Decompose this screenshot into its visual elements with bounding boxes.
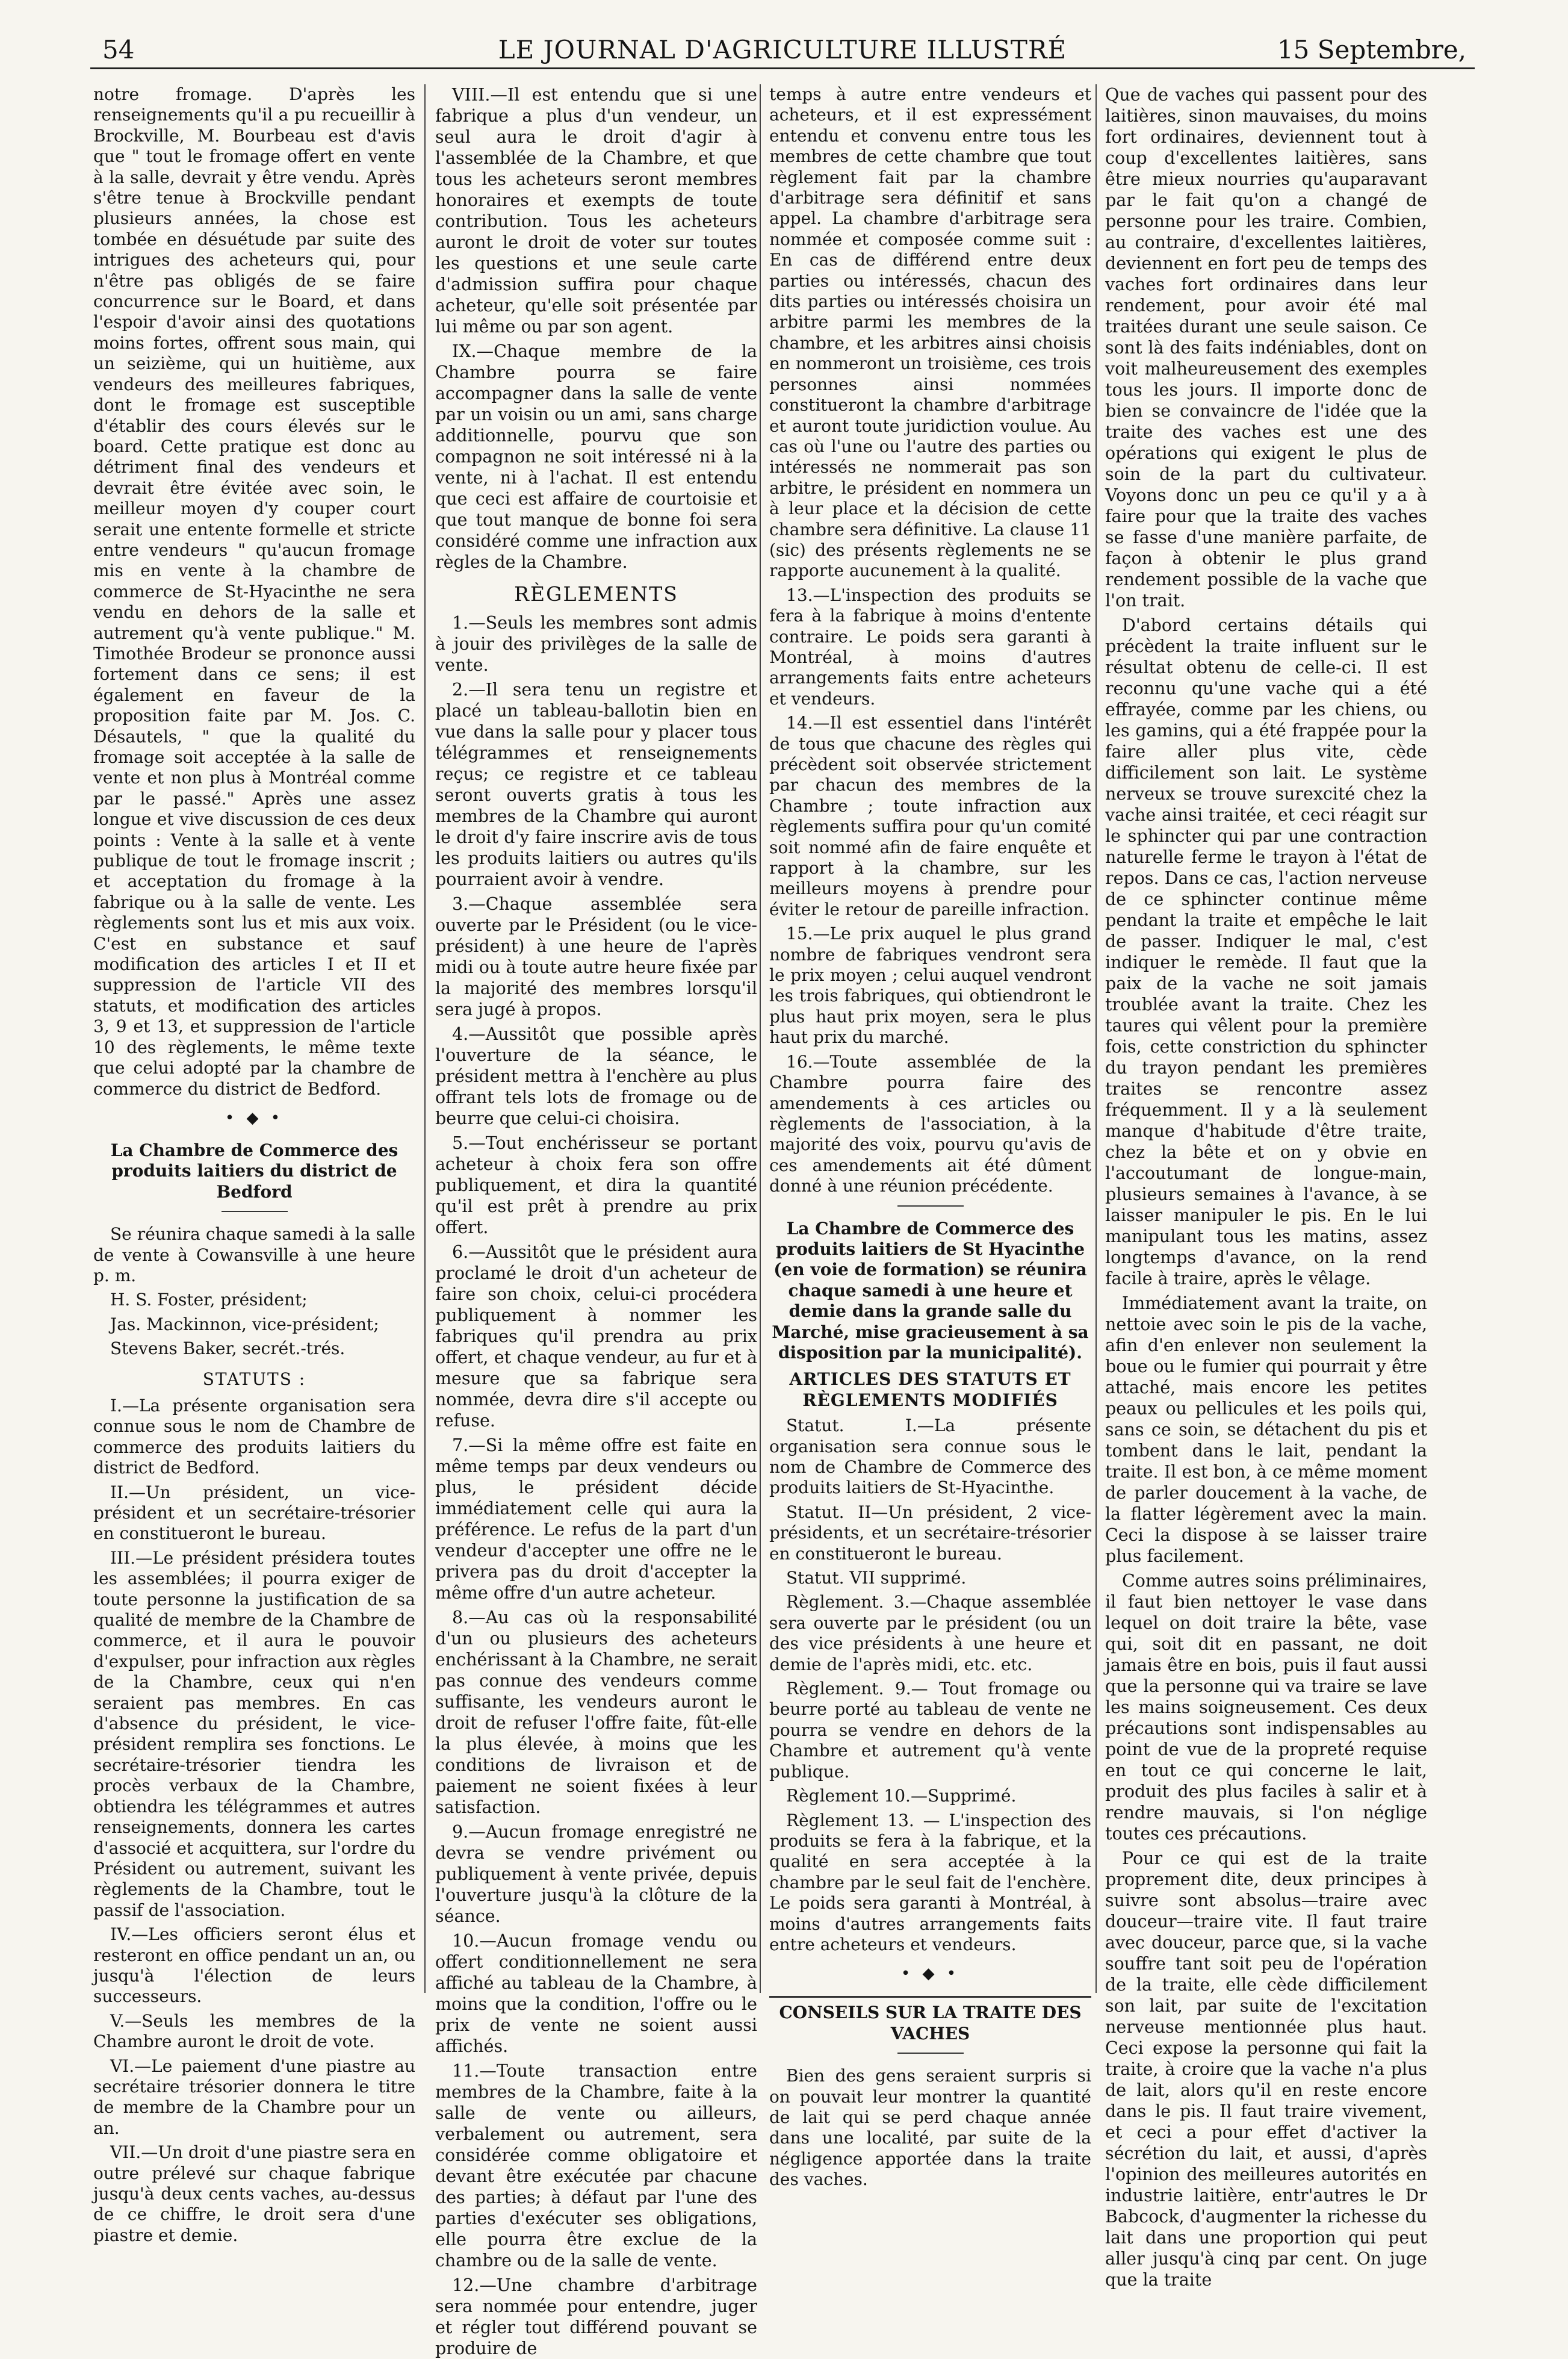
rule-item: 8.—Au cas où la responsabilité d'un ou plusieurs des acheteurs enchérissant à la Chambre, ne serait pas connue des vendeurs comme suffisante, les vendeurs auront le droit de refuser l'offre faite, fût-elle la plus élevée, à moins que les conditions de livraison et de paiement ne soient fixées à leur satisfaction. bbox=[435, 1608, 757, 1817]
rule-item: 14.—Il est essentiel dans l'intérêt de tous que chacune des règles qui précèdent soit observée strictement par chacun des membres de la Chambre ; toute infraction aux règlements suffira pour qu'un comité soit nommé afin de faire enquête et rapport à la chambre, sur les meilleurs moyens à prendre pour éviter le retour de pareille infraction. bbox=[769, 713, 1091, 919]
column-rule bbox=[760, 84, 761, 1993]
ornament-divider: • ◆ • bbox=[900, 1965, 960, 1983]
statute-item: VII.—Un droit d'une piastre sera en outre prélevé sur chaque fabrique jusqu'à deux cents vaches, au-dessus de ce chiffre, le droit sera d'une piastre et demie. bbox=[93, 2142, 415, 2245]
rule-item: 16.—Toute assemblée de la Chambre pourra faire des amendements à ces articles ou règlements de l'association, à la majorité des voix, pourvu qu'avis de ces amendements ait été dûment donné à une réunion précédente. bbox=[769, 1051, 1091, 1196]
statuts-heading: STATUTS : bbox=[202, 1369, 306, 1389]
article-paragraph: notre fromage. D'après les renseignements qu'il a pu recueillir à Brockville, M. Bourbeau est d'avis que " tout le fromage offert en vente à la salle, devrait y être vendu. Après s'être tenue à Brockville pendant plusieurs années, la chose est tombée en désuétude par suite des intrigues des acheteurs qui, pour n'être pas obligés de se faire concurrence sur le Board, et dans l'espoir d'avoir ainsi des quotations moins fortes, offrent sous main, qui un seizième, qui un huitième, aux vendeurs des meilleures fabriques, dont le fromage est susceptible d'établir des cours élevés sur le board. Cette pratique est donc au détriment final des vendeurs et devrait être évitée avec soin, le meilleur moyen d'y couper court serait une entente formelle et stricte entre vendeurs " qu'aucun fromage mis en vente à la chambre de commerce de St-Hyacinthe ne sera vendu en dehors de la salle et autrement qu'à vente publique." M. Timothée Brodeur se prononce aussi fortement dans ce sens; il est également en faveur de la proposition faite par M. Jos. C. Désautels, " que la qualité du fromage soit acceptée à la salle de vente et non plus à Montréal comme par le passé." Après une assez longue et vive discussion de ces deux points : Vente à la salle et à vente publique de tout le fromage inscrit ; et acceptation du fromage à la fabrique ou à la salle de vente. Les règlements sont lus et mis aux voix. C'est en substance et sauf modification des articles I et II et suppression de l'article VII des statuts, et modification des articles 3, 9 et 13, et suppression de l'article 10 des règlements, le même texte que celui adopté par la chambre de commerce du district de Bedford. bbox=[93, 84, 415, 1099]
rule-item: 5.—Tout enchérisseur se portant acheteur à choix fera son offre publiquement, et dira la quantité qu'il est prêt à prendre au prix offert. bbox=[435, 1133, 757, 1237]
column-2 bbox=[435, 84, 757, 2358]
rule-item: 15.—Le prix auquel le plus grand nombre de fabriques vendront sera le prix moyen ; celui auquel vendront les trois fabriques, qui obtiendront le plus haut prix moyen, sera le plus haut prix du marché. bbox=[769, 924, 1091, 1048]
column-4 bbox=[1105, 84, 1427, 2290]
rule-item: 13.—L'inspection des produits se fera à la fabrique à moins d'entente contraire. Le poids sera garanti à Montréal, à moins d'autres arrangements faits entre acheteurs et vendeurs. bbox=[769, 585, 1091, 709]
statute-item: II.—Un président, un vice-président et un secrétaire-trésorier en constitueront le bureau. bbox=[93, 1482, 415, 1544]
rule-item: 4.—Aussitôt que possible après l'ouverture de la séance, le président mettra à l'enchère au plus offrant tels lots de fromage ou de beurre que celui-ci choisira. bbox=[435, 1024, 757, 1128]
article-paragraph: D'abord certains détails qui précèdent la traite influent sur le résultat obtenu de celle-ci. Il est reconnu qu'une vache qui a été effrayée, comme par les chiens, ou les gamins, qui a été frappée pour la faire aller plus vite, cède difficilement son lait. Le système nerveux se trouve surexcité chez la vache ainsi traitée, et ceci réagit sur le sphincter qui par une contraction naturelle ferme le trayon à l'état de repos. Dans ce cas, l'action nerveuse de ce sphincter continue même pendant la traite et empêche le lait de passer. Indiquer le mal, c'est indiquer le remède. Il faut que la paix de la vache ne soit jamais troublée avant la traite. Chez les taures qui vêlent pour la première fois, cette constriction du sphincter du trayon pendant les premières traites se rencontre assez fréquemment. Il y a là seulement manque d'habitude d'être traite, chez la bête et on y obvie en l'accoutumant de longue-main, plusieurs semaines à l'avance, à se laisser manipuler le pis. En le lui manipulant tous les matins, assez longtemps d'avance, on la rend facile à traire, après le vêlage. bbox=[1105, 615, 1427, 1288]
rule-item: 1.—Seuls les membres sont admis à jouir des privilèges de la salle de vente. bbox=[435, 613, 757, 675]
modified-article: Statut. VII supprimé. bbox=[786, 1568, 967, 1588]
ornament-divider: • ◆ • bbox=[225, 1108, 284, 1127]
rule-item: 9.—Aucun fromage enregistré ne devra se vendre privément ou publiquement à vente privée, depuis l'ouverture jusqu'à la clôture de la séance. bbox=[435, 1822, 757, 1926]
article-paragraph: Bien des gens seraient surpris si on pouvait leur montrer la quantité de lait qui se perd chaque année dans une localité, par suite de la négligence apportée dans la traite des vaches. bbox=[769, 2066, 1091, 2190]
statute-item: VIII.—Il est entendu que si une fabrique a plus d'un vendeur, un seul aura le droit d'agir à l'assemblée de la Chambre, et que tous les acheteurs seront membres honoraires et exempts de toute contribution. Tous les acheteurs auront le droit de voter sur toutes les questions et une seule carte d'admission suffira pour chaque acheteur, qu'elle soit présentée par lui même ou par son agent. bbox=[435, 85, 757, 337]
modified-article: Statut. II—Un président, 2 vice-présidents, et un secrétaire-trésorier en constitueront le bureau. bbox=[769, 1502, 1091, 1564]
column-rule bbox=[424, 84, 426, 1993]
statute-item: V.—Seuls les membres de la Chambre auront le droit de vote. bbox=[93, 2010, 415, 2052]
article-paragraph: Comme autres soins préliminaires, il faut bien nettoyer le vase dans lequel on doit traire la bête, vase qui, soit dit en passant, ne doit jamais être en bois, puis il faut aussi que la personne qui va traire se lave les mains soigneusement. Ces deux précautions sont indispensables au point de vue de la propreté requise en tout ce qui concerne le lait, produit des plus faciles à salir et à rendre mauvais, si l'on néglige toutes ces précautions. bbox=[1105, 1571, 1427, 1844]
page-number: 54 bbox=[102, 35, 135, 64]
modified-article: Règlement 10.—Supprimé. bbox=[786, 1786, 1017, 1806]
column-1 bbox=[93, 84, 415, 2245]
journal-title: LE JOURNAL D'AGRICULTURE ILLUSTRÉ bbox=[498, 35, 1067, 64]
reglements-heading: RÈGLEMENTS bbox=[514, 582, 678, 606]
officer-line: Stevens Baker, secrét.-trés. bbox=[110, 1338, 346, 1359]
statute-item: VI.—Le paiement d'une piastre au secrétaire trésorier donnera le titre de membre de la Chambre pour un an. bbox=[93, 2056, 415, 2138]
officer-line: H. S. Foster, président; bbox=[110, 1290, 308, 1310]
statute-item: I.—La présente organisation sera connue sous le nom de Chambre de commerce des produits laitiers du district de Bedford. bbox=[93, 1395, 415, 1478]
rule-item: 2.—Il sera tenu un registre et placé un tableau-ballotin bien en vue dans la salle pour y placer tous télégrammes et renseignements reçus; ce registre et ce tableau seront ouverts gratis à tous les membres de la Chambre qui auront le droit d'y faire inscrire avis de tous les produits laitiers ou autres qu'ils pourraient avoir à vendre. bbox=[435, 680, 757, 889]
section-heading-st-hyacinthe: La Chambre de Commerce des produits laitiers de St Hyacinthe (en voie de formation) se réunira chaque samedi à une heure et demie dans la grande salle du Marché, mise gracieusement à sa disposition par la municipalité). bbox=[772, 1218, 1089, 1363]
article-paragraph: Immédiatement avant la traite, on nettoie avec soin le pis de la vache, afin d'en enlever non seulement la boue ou le fumier qui pourrait y être attaché, mais encore les petites peaux ou pellicules et les poils qui, sans ce soin, se détachent du pis et tombent dans le lait, pendant la traite. Il est bon, à ce même moment de parler doucement à la vache, de la flatter légèrement avec la main. Ceci la dispose à se laisser traire plus facilement. bbox=[1105, 1293, 1427, 1566]
statute-item: IV.—Les officiers seront élus et resteront en office pendant un an, ou jusqu'à l'élection de leurs successeurs. bbox=[93, 1924, 415, 2007]
rule-item: 12.—Une chambre d'arbitrage sera nommée pour entendre, juger et régler tout différend pouvant se produire de bbox=[435, 2275, 757, 2358]
modified-article: Statut. I.—La présente organisation sera connue sous le nom de Chambre de Commerce des produits laitiers de St-Hyacinthe. bbox=[769, 1416, 1091, 1498]
officer-line: Jas. Mackinnon, vice-président; bbox=[110, 1314, 379, 1334]
rule-item: 10.—Aucun fromage vendu ou offert conditionnellement ne sera affiché au tableau de la Chambre, à moins que la condition, l'offre ou le prix de vente ne soient aussi affichés. bbox=[435, 1931, 757, 2056]
rule-item: 3.—Chaque assemblée sera ouverte par le Président (ou le vice-président) à une heure de l'après midi ou à toute autre heure fixée par la majorité des membres lorsqu'il sera jugé à propos. bbox=[435, 894, 757, 1019]
article-paragraph: Que de vaches qui passent pour des laitières, sinon mauvaises, du moins fort ordinaires, deviennent tout à coup d'excellentes laitières, sans être mieux nourries qu'auparavant par le fait qu'on a changé de personne pour les traire. Combien, au contraire, d'excellentes laitières, deviennent en fort peu de temps des vaches fort ordinaires dans leur rendement, pour avoir été mal traitées durant une seule saison. Ce sont là des faits indéniables, dont on voit malheureusement des exemples tous les jours. Il importe donc de bien se convaincre de l'idée que la traite des vaches est une des opérations qui exigent le plus de soin de la part du cultivateur. Voyons donc un peu ce qu'il y a à faire pour que la traite des vaches se fasse d'une manière parfaite, de façon à obtenir le plus grand rendement possible de la vache que l'on trait. bbox=[1105, 85, 1427, 611]
column-3 bbox=[769, 84, 1091, 2190]
rule-item: 11.—Toute transaction entre membres de la Chambre, faite à la salle de vente ou ailleurs, verbalement ou autrement, sera considérée comme obligatoire et devant être exécutée par chacune des parties; à défaut par l'une des parties d'exécuter ses obligations, elle pourra être exclue de la chambre ou de la salle de vente. bbox=[435, 2061, 757, 2270]
divider bbox=[897, 1205, 964, 1207]
modified-article: Règlement. 3.—Chaque assemblée sera ouverte par le président (ou un des vice présidents à une heure et demie de l'après midi, etc. etc. bbox=[769, 1592, 1091, 1674]
column-rule bbox=[1095, 84, 1097, 1993]
section-heading-conseils: CONSEILS SUR LA TRAITE DES VACHES bbox=[769, 1996, 1091, 2044]
rule-item: 7.—Si la même offre est faite en même temps par deux vendeurs ou plus, le président décide immédiatement celle qui aura la préférence. Le refus de la part d'un vendeur d'accepter une offre ne le privera pas du droit d'accepter la même offre d'un autre acheteur. bbox=[435, 1435, 757, 1603]
divider bbox=[897, 2053, 964, 2054]
divider bbox=[222, 1211, 288, 1212]
page-header bbox=[90, 31, 1475, 69]
modified-article: Règlement. 9.— Tout fromage ou beurre porté au tableau de vente ne pourra se vendre en dehors de la Chambre et autrement qu'à vente publique. bbox=[769, 1679, 1091, 1782]
article-paragraph: Pour ce qui est de la traite proprement dite, deux principes à suivre sont absolus—traire avec douceur—traire vite. Il faut traire avec douceur, parce que, si la vache souffre tant soit peu de l'opération de la traite, elle cède difficilement son lait, par suite de l'excitation nerveuse mentionnée plus haut. Ceci expose la personne qui fait la traite, à croire que la vache n'a plus de lait, alors qu'il en reste encore dans le pis. Il faut traire vivement, et ceci a pour effet d'activer la sécrétion du lait, et aussi, d'après l'opinion des meilleures autorités en industrie laitière, entr'autres le Dr Babcock, d'augmenter la richesse du lait dans une proportion qui peut aller jusqu'à cinq par cent. On juge que la traite bbox=[1105, 1848, 1427, 2290]
statute-item: III.—Le président présidera toutes les assemblées; il pourra exiger de toute personne la justification de sa qualité de membre de la Chambre de commerce, et il aura le pouvoir d'expulser, pour infraction aux règles de la Chambre, ceux qui n'en seraient pas membres. En cas d'absence du président, le vice-président remplira ses fonctions. Le secrétaire-trésorier tiendra les procès verbaux de la Chambre, obtiendra les télégrammes et autres renseignements, donnera les cartes d'associé et acquittera, sur l'ordre du Président ou autrement, suivant les règlements de la Chambre, tout le passif de l'association. bbox=[93, 1547, 415, 1920]
rule-item: 6.—Aussitôt que le président aura proclamé le droit d'un acheteur de faire son choix, celui-ci procédera publiquement à nommer les fabriques qu'il prendra au prix offert, et chaque vendeur, au fur et à mesure que sa fabrique sera nommée, devra dire s'il accepte ou refuse. bbox=[435, 1242, 757, 1431]
statute-item: IX.—Chaque membre de la Chambre pourra se faire accompagner dans la salle de vente par un voisin ou un ami, sans charge additionnelle, pourvu que son compagnon ne soit intéressé ni à la vente, ni à l'achat. Il est entendu que ceci est affaire de courtoisie et que tout manque de bonne foi sera considéré comme une infraction aux règles de la Chambre. bbox=[435, 341, 757, 572]
article-paragraph: temps à autre entre vendeurs et acheteurs, et il est expressément entendu et convenu entre tous les membres de cette chambre que tout règlement fait par la chambre d'arbitrage sera définitif et sans appel. La chambre d'arbitrage sera nommée et composée comme suit : En cas de différend entre deux parties ou intéressés, chacun des dits parties ou intéressés choisira un arbitre parmi les membres de la chambre, et les arbitres ainsi choisis en nommeront un troisième, ces trois personnes ainsi nommées constitueront la chambre d'arbitrage et auront toute juridiction voulue. Au cas où l'une ou l'autre des parties ou intéressés ne nommerait pas son arbitre, le président en nommera un à leur place et la décision de cette chambre sera définitive. La clause 11 (sic) des présents règlements ne se rapporte aucunement à la qualité. bbox=[769, 84, 1091, 581]
issue-date: 15 Septembre, bbox=[1277, 35, 1466, 64]
section-heading-bedford: La Chambre de Commerce des produits laitiers du district de Bedford bbox=[110, 1140, 398, 1202]
meeting-notice: Se réunira chaque samedi à la salle de vente à Cowansville à une heure p. m. bbox=[93, 1224, 415, 1285]
subheading-modified-articles: ARTICLES DES STATUTS ET RÈGLEMENTS MODIFIÉS bbox=[789, 1369, 1071, 1410]
modified-article: Règlement 13. — L'inspection des produits se fera à la fabrique, et la qualité en sera acceptée à la chambre par le seul fait de l'enchère. Le poids sera garanti à Montréal, à moins d'autres arrangements faits entre acheteurs et vendeurs. bbox=[769, 1810, 1091, 1954]
